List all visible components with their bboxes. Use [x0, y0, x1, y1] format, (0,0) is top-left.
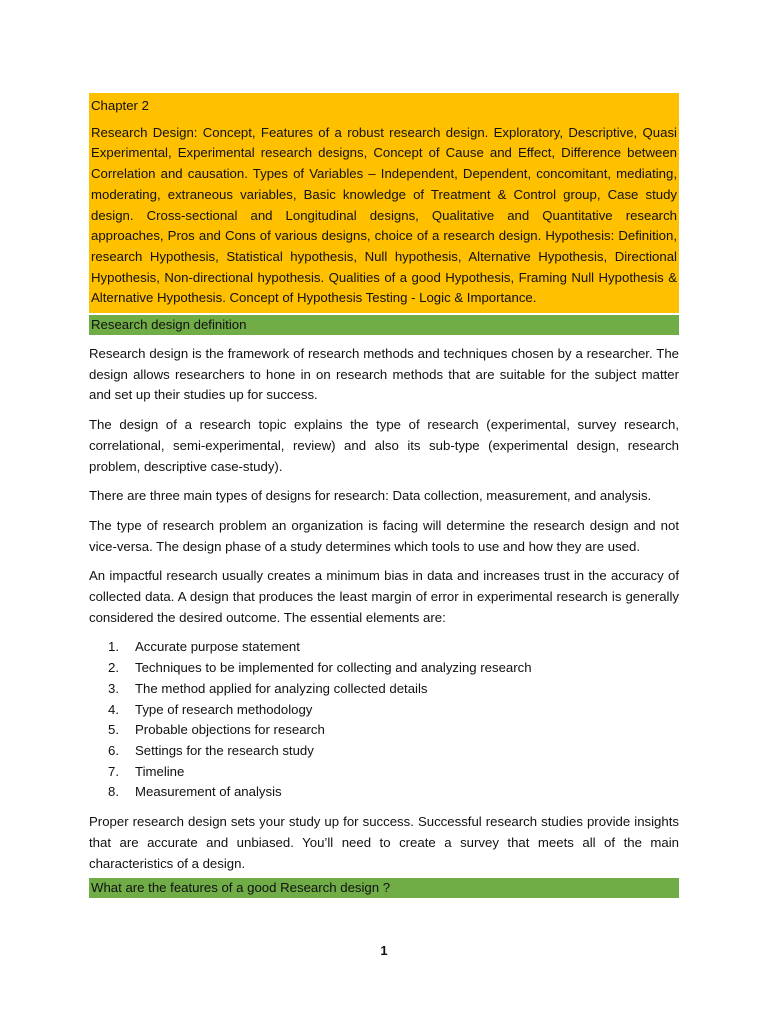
list-item-text: Settings for the research study [135, 742, 314, 758]
list-item [108, 700, 679, 721]
paragraph: Research design is the framework of research methods and techniques chosen by a researcher. The design allows researchers to hone in on research methods that are suitable for the subject matter and set up their studies up for success. [89, 346, 679, 403]
chapter-summary-text: Research Design: Concept, Features of a robust research design. Exploratory, Descriptive, Quasi Experimental, Experimental research designs, Concept of Cause and Effect, Difference between Correlation and causation. Types of Variables – Independent, Dependent, concomitant, mediating, moderating, extraneous variables, Basic knowledge of Treatment & Control group, Case study design. Cross-sectional and Longitudinal designs, Qualitative and Quantitative research approaches, Pros and Cons of various designs, choice of a research design. Hypothesis: Definition, research Hypothesis, Statistical hypothesis, Null hypothesis, Alternative Hypothesis, Directional Hypothesis, Non-directional hypothesis. Qualities of a good Hypothesis, Framing Null Hypothesis & Alternative Hypothesis. Concept of Hypothesis Testing - Logic & Importance. [91, 124, 677, 306]
list-item-text: Measurement of analysis [135, 784, 282, 800]
paragraph: There are three main types of designs for research: Data collection, measurement, and analysis. [89, 488, 652, 504]
list-item-number: 4. [108, 701, 119, 717]
essential-elements-list [89, 637, 679, 803]
paragraph: The type of research problem an organization is facing will determine the research design and not vice-versa. The design phase of a study determines which tools to use and how they are used. [89, 517, 679, 554]
list-item-text: Timeline [135, 763, 185, 779]
section-heading-features-of-good-research-design: What are the features of a good Research design ? [89, 878, 679, 898]
list-item-number: 3. [108, 680, 119, 696]
list-item-text: Type of research methodology [135, 701, 313, 717]
list-item-text: The method applied for analyzing collected details [135, 680, 428, 696]
list-item-number: 2. [108, 660, 119, 676]
list-item-text: Probable objections for research [135, 722, 325, 738]
chapter-title: Chapter 2 [91, 98, 149, 113]
list-item [108, 762, 679, 783]
list-item [108, 741, 679, 762]
list-item [108, 782, 679, 803]
list-item-number: 7. [108, 763, 119, 779]
list-item-number: 8. [108, 784, 119, 800]
list-item-number: 5. [108, 722, 119, 738]
list-item-number: 1. [108, 639, 119, 655]
list-item [108, 658, 679, 679]
list-item-text: Techniques to be implemented for collecting and analyzing research [135, 660, 532, 676]
list-item-number: 6. [108, 742, 119, 758]
list-item [108, 637, 679, 658]
paragraph: Proper research design sets your study up for success. Successful research studies provide insights that are accurate and unbiased. You’ll need to create a survey that meets all of the main characteristics of a design. [89, 814, 679, 871]
section-heading-research-design-definition: Research design definition [89, 315, 679, 335]
list-item-text: Accurate purpose statement [135, 639, 300, 655]
paragraph: An impactful research usually creates a minimum bias in data and increases trust in the accuracy of collected data. A design that produces the least margin of error in experimental research is generally considered the desired outcome. The essential elements are: [89, 568, 679, 625]
page-number: 1 [380, 943, 388, 958]
chapter-summary-box [89, 93, 679, 313]
page-content [89, 93, 679, 898]
paragraph: The design of a research topic explains the type of research (experimental, survey research, correlational, semi-experimental, review) and also its sub-type (experimental design, research problem, descriptive case-study). [89, 417, 679, 474]
list-item [108, 679, 679, 700]
list-item [108, 720, 679, 741]
